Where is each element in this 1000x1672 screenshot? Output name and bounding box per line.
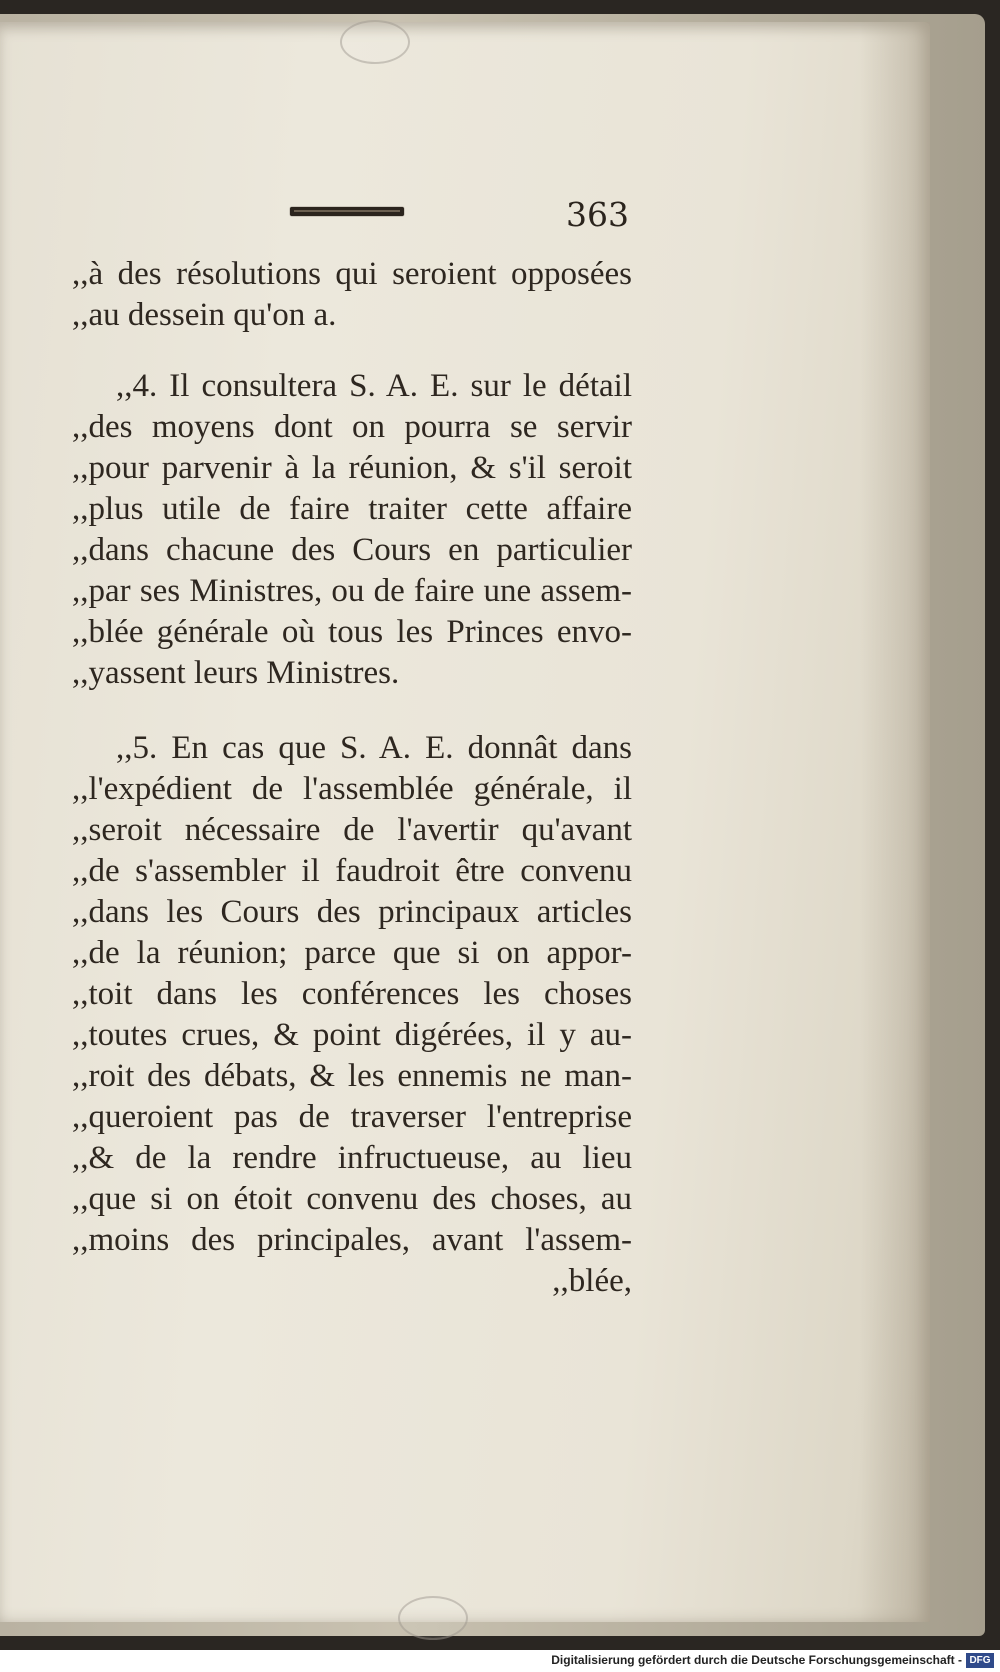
text-line: ,,à des résolutions qui seroient opposées bbox=[72, 256, 632, 292]
text-line: ,,des moyens dont on pourra se servir bbox=[72, 409, 632, 445]
header-ornament-rule bbox=[290, 207, 404, 216]
text-line: ,,blée générale où tous les Princes envo- bbox=[72, 614, 632, 650]
text-line: ,,queroient pas de traverser l'entreprise bbox=[72, 1099, 632, 1135]
text-line: ,,toutes crues, & point digérées, il y au- bbox=[72, 1017, 632, 1053]
catchword: ,,blée, bbox=[552, 1263, 632, 1299]
text-line: ,,dans les Cours des principaux articles bbox=[72, 894, 632, 930]
text-line: ,,plus utile de faire traiter cette affaire bbox=[72, 491, 632, 527]
text-line: ,,4. Il consultera S. A. E. sur le détail bbox=[116, 368, 632, 404]
text-line: ,,de s'assembler il faudroit être convenu bbox=[72, 853, 632, 889]
text-line: ,,yassent leurs Ministres. bbox=[72, 655, 400, 691]
body-text bbox=[72, 254, 632, 1302]
text-line: ,,dans chacune des Cours en particulier bbox=[72, 532, 632, 568]
text-line: ,,toit dans les conférences les choses bbox=[72, 976, 632, 1012]
paragraph-gap bbox=[72, 336, 632, 366]
page-number: 363 bbox=[566, 195, 629, 234]
glass-clip-mark-bottom bbox=[398, 1596, 468, 1640]
text-line: ,,par ses Ministres, ou de faire une assem- bbox=[72, 573, 632, 609]
text-line: ,,de la réunion; parce que si on appor- bbox=[72, 935, 632, 971]
text-line: ,,roit des débats, & les ennemis ne man- bbox=[72, 1058, 632, 1094]
glass-clip-mark-top bbox=[340, 20, 410, 64]
text-line: ,,5. En cas que S. A. E. donnât dans bbox=[116, 730, 632, 766]
text-line: ,,seroit nécessaire de l'avertir qu'avant bbox=[72, 812, 632, 848]
text-line: ,,moins des principales, avant l'assem- bbox=[72, 1222, 632, 1258]
text-line: ,,& de la rendre infructueuse, au lieu bbox=[72, 1140, 632, 1176]
text-line: ,,l'expédient de l'assemblée générale, il bbox=[72, 771, 632, 807]
text-line: ,,au dessein qu'on a. bbox=[72, 297, 337, 333]
dfg-logo: DFG bbox=[966, 1653, 994, 1668]
paragraph-gap bbox=[72, 694, 632, 728]
funding-credit: Digitalisierung gefördert durch die Deutsche Forschungsgemeinschaft - bbox=[551, 1653, 962, 1667]
text-line: ,,que si on étoit convenu des choses, au bbox=[72, 1181, 632, 1217]
page-fold-shadow bbox=[860, 22, 930, 1622]
text-line: ,,pour parvenir à la réunion, & s'il seroit bbox=[72, 450, 632, 486]
